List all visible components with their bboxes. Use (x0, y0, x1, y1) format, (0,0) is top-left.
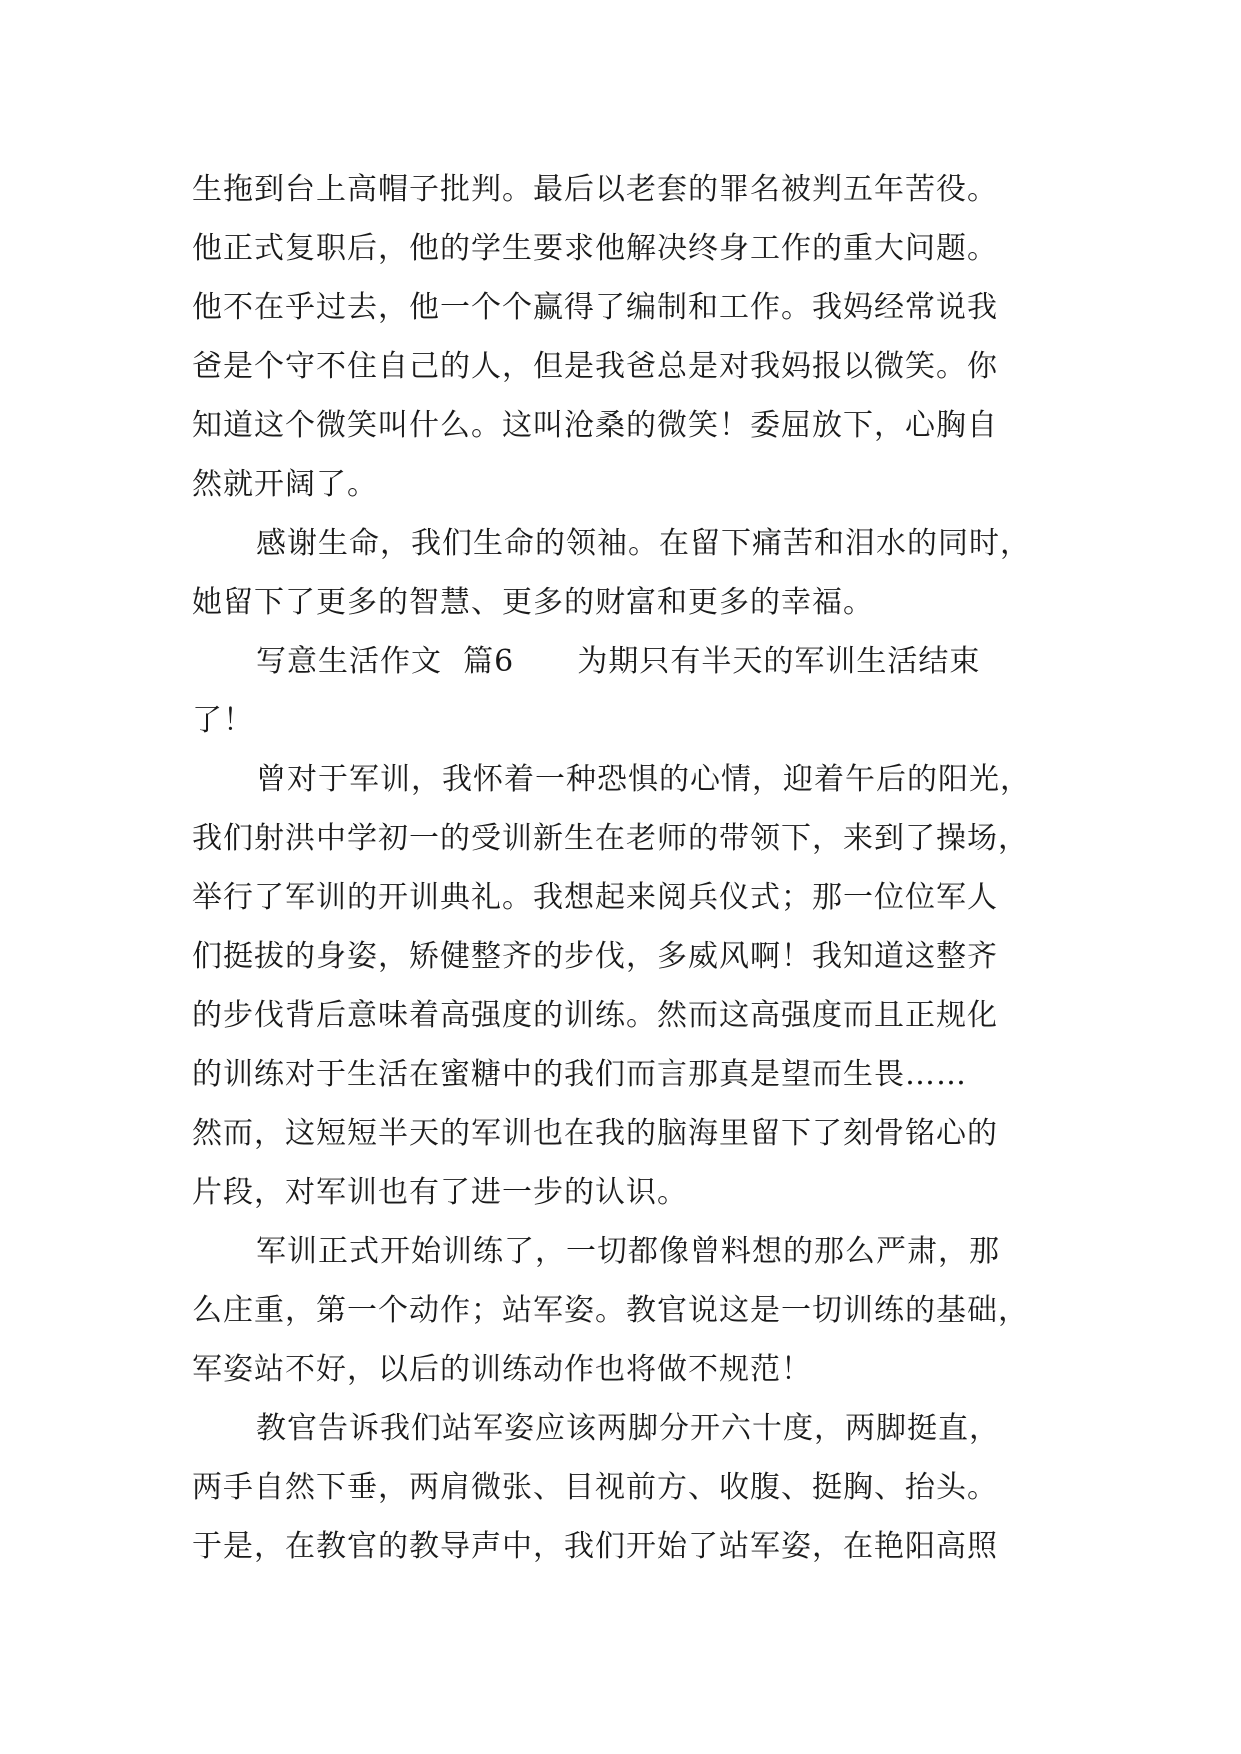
text-line: 他不在乎过去，他一个个赢得了编制和工作。我妈经常说我 (192, 290, 998, 325)
text-line: 于是，在教官的教导声中，我们开始了站军姿，在艳阳高照 (192, 1529, 998, 1564)
text-line: 我们射洪中学初一的受训新生在老师的带领下，来到了操场， (192, 821, 1029, 856)
text-line: 两手自然下垂，两肩微张、目视前方、收腹、挺胸、抬头。 (192, 1470, 998, 1505)
text-line: 了！ (192, 703, 254, 738)
text-line: 军姿站不好，以后的训练动作也将做不规范！ (192, 1352, 812, 1387)
document-body (192, 160, 1072, 1576)
text-line: 然而，这短短半天的军训也在我的脑海里留下了刻骨铭心的 (192, 1116, 998, 1151)
text-line: 生拖到台上高帽子批判。最后以老套的罪名被判五年苦役。 (192, 172, 998, 207)
paragraph-first-line: 曾对于军训，我怀着一种恐惧的心情，迎着午后的阳光， (256, 762, 1031, 797)
text-line: 他正式复职后，他的学生要求他解决终身工作的重大问题。 (192, 231, 998, 266)
text-line: 的步伐背后意味着高强度的训练。然而这高强度而且正规化 (192, 998, 998, 1033)
text-line: 她留下了更多的智慧、更多的财富和更多的幸福。 (192, 585, 874, 620)
paragraph-first-line: 教官告诉我们站军姿应该两脚分开六十度，两脚挺直， (256, 1411, 1000, 1446)
paragraph-first-line: 军训正式开始训练了，一切都像曾料想的那么严肃，那 (256, 1234, 1000, 1269)
text-line: 知道这个微笑叫什么。这叫沧桑的微笑！委屈放下，心胸自 (192, 408, 998, 443)
paragraph-first-line: 感谢生命，我们生命的领袖。在留下痛苦和泪水的同时， (256, 526, 1031, 561)
text-line: 爸是个守不住自己的人，但是我爸总是对我妈报以微笑。你 (192, 349, 998, 384)
text-line: 们挺拔的身姿，矫健整齐的步伐，多威风啊！我知道这整齐 (192, 939, 998, 974)
section-heading-line: 写意生活作文 篇6 为期只有半天的军训生活结束 (256, 644, 981, 679)
text-line: 么庄重，第一个动作；站军姿。教官说这是一切训练的基础， (192, 1293, 1029, 1328)
text-line: 片段，对军训也有了进一步的认识。 (192, 1175, 688, 1210)
text-line: 的训练对于生活在蜜糖中的我们而言那真是望而生畏…… (192, 1057, 967, 1092)
text-line: 举行了军训的开训典礼。我想起来阅兵仪式；那一位位军人 (192, 880, 998, 915)
text-line: 然就开阔了。 (192, 467, 378, 502)
